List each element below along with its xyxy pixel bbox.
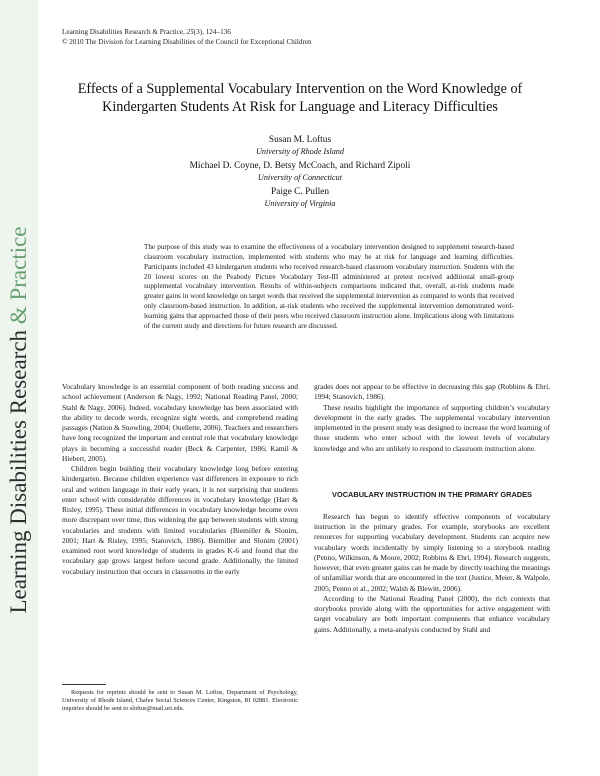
- author-2: Michael D. Coyne, D. Betsy McCoach, and Richard Zipoli: [189, 161, 411, 171]
- section-heading: VOCABULARY INSTRUCTION IN THE PRIMARY GRADES: [332, 489, 532, 499]
- journal-issue-pages: (3), 124–136: [193, 28, 231, 36]
- journal-header: [62, 28, 312, 47]
- sidebar-journal-title: [6, 226, 32, 613]
- author-1: Susan M. Loftus: [268, 135, 332, 145]
- left-column: [62, 382, 298, 577]
- body-paragraph-5: According to the National Reading Panel (2000), the rich contexts that storybooks provide along with the opportunities for active engagement with target vocabulary are both important components that enhance vocabulary gains. Additionally, a meta-analysis conducted by Stahl and: [314, 593, 550, 634]
- journal-volume: 25: [186, 28, 194, 36]
- footnote-text: Requests for reprints should be sent to Susan M. Loftus, Department of Psychology, University of Rhode Island, Chafee Social Sciences Center, Kingston, RI 02881. Electronic inquiries should be sent to sloftus@mail.uri.edu.: [62, 689, 298, 713]
- author-3: Paige C. Pullen: [270, 187, 330, 197]
- journal-sidebar: [0, 0, 38, 776]
- paper-title: Effects of a Supplemental Vocabulary Intervention on the Word Knowledge of Kindergarten Students At Risk for Language and Literacy Difficulties: [77, 81, 523, 115]
- footnote-rule: [62, 684, 106, 685]
- affiliation-3: University of Virginia: [264, 199, 336, 208]
- body-paragraph-3: These results highlight the importance of supporting children’s vocabulary development in the early grades. The supplemental vocabulary intervention implemented in the present study was designed to increase the word learning of those students who enter school with the lowest levels of vocabulary knowledge and who are unlikely to respond to classroom instruction alone.: [314, 402, 550, 453]
- body-paragraph-continuation: grades does not appear to be effective in decreasing this gap (Robbins & Ehri, 1994; Stanovich, 1986).: [314, 382, 550, 402]
- footnote: [62, 689, 298, 713]
- journal-copyright: © 2010 The Division for Learning Disabilities of the Council for Exceptional Children: [62, 37, 312, 46]
- journal-citation: Learning Disabilities Research & Practice, 25(3), 124–136: [62, 28, 231, 36]
- body-paragraph-1: Vocabulary knowledge is an essential component of both reading success and school achievement (Anderson & Nagy, 1992; National Reading Panel, 2000; Stahl & Nagy, 2006). Indeed, vocabulary knowledge has been associated with the ability to decode words, recognize sight words, and comprehend reading passages (Nation & Snowling, 2004; Ouellette, 2006). Teachers and researchers have long recognized the important and central role that vocabulary knowledge plays in becoming a successful reader (Beck & Carpenter, 1986; Kamil & Hiebert, 2005).: [62, 382, 298, 463]
- title-block: [62, 80, 538, 209]
- sidebar-title-part1: Learning Disabilities Research: [6, 329, 31, 614]
- abstract: The purpose of this study was to examine the effectiveness of a vocabulary intervention designed to supplement research-based classroom vocabulary instruction, implemented with students who may be at risk for language and learning difficulties. Participants included 43 kindergarten students who received research-based classroom vocabulary instruction. Students with the 20 lowest scores on the Peabody Picture Vocabulary Test-III administered at pretest received additional small-group supplemental vocabulary intervention. Results of within-subjects comparisons indicated that, overall, at-risk students made greater gains in word knowledge on target words that received the supplemental intervention as compared to words that received only classroom-based instruction. In addition, at-risk students who received the supplemental intervention demonstrated word-learning gains that approached those of their peers who received classroom instruction alone. Implications along with limitations of the current study and directions for future research are discussed.: [144, 243, 514, 330]
- right-column: [314, 382, 550, 635]
- sidebar-ampersand: &: [6, 300, 31, 330]
- body-paragraph-4: Research has begun to identify effective components of vocabulary instruction in the primary grades. For example, storybooks are excellent resources for supporting vocabulary development. Students can acquire new vocabulary words incidentally by simply listening to a storybook reading (Penno, Wilkinson, & Moore, 2002; Robbins & Ehri, 1994). Research suggests, however, that even greater gains can be made by directly teaching the meanings of unfamiliar words that are encountered in the text (Justice, Meier, & Walpole, 2005; Penno et al., 2002; Walsh & Blewitt, 2006).: [314, 511, 550, 593]
- body-paragraph-2: Children begin building their vocabulary knowledge long before entering kindergarten. Because children experience vast differences in exposure to rich oral and written language in their early years, it is not surprising that students enter school with considerable differences in vocabulary knowledge (Hart & Risley, 1995). These initial differences in vocabulary knowledge become even more discrepant over time, thus widening the gap between students with strong vocabularies and students with limited vocabularies (Biemiller & Slonim, 2001; Hart & Risley, 1995; Stanovich, 1986). Biemiller and Slonim (2001) examined root word knowledge of students in grades K-6 and found that the vocabulary gap grows largest before second grade. Additionally, the limited vocabulary instruction that occurs in classrooms in the early: [62, 464, 298, 576]
- affiliation-1: University of Rhode Island: [256, 147, 344, 156]
- affiliation-2: University of Connecticut: [257, 173, 343, 182]
- sidebar-title-part2: Practice: [6, 226, 31, 301]
